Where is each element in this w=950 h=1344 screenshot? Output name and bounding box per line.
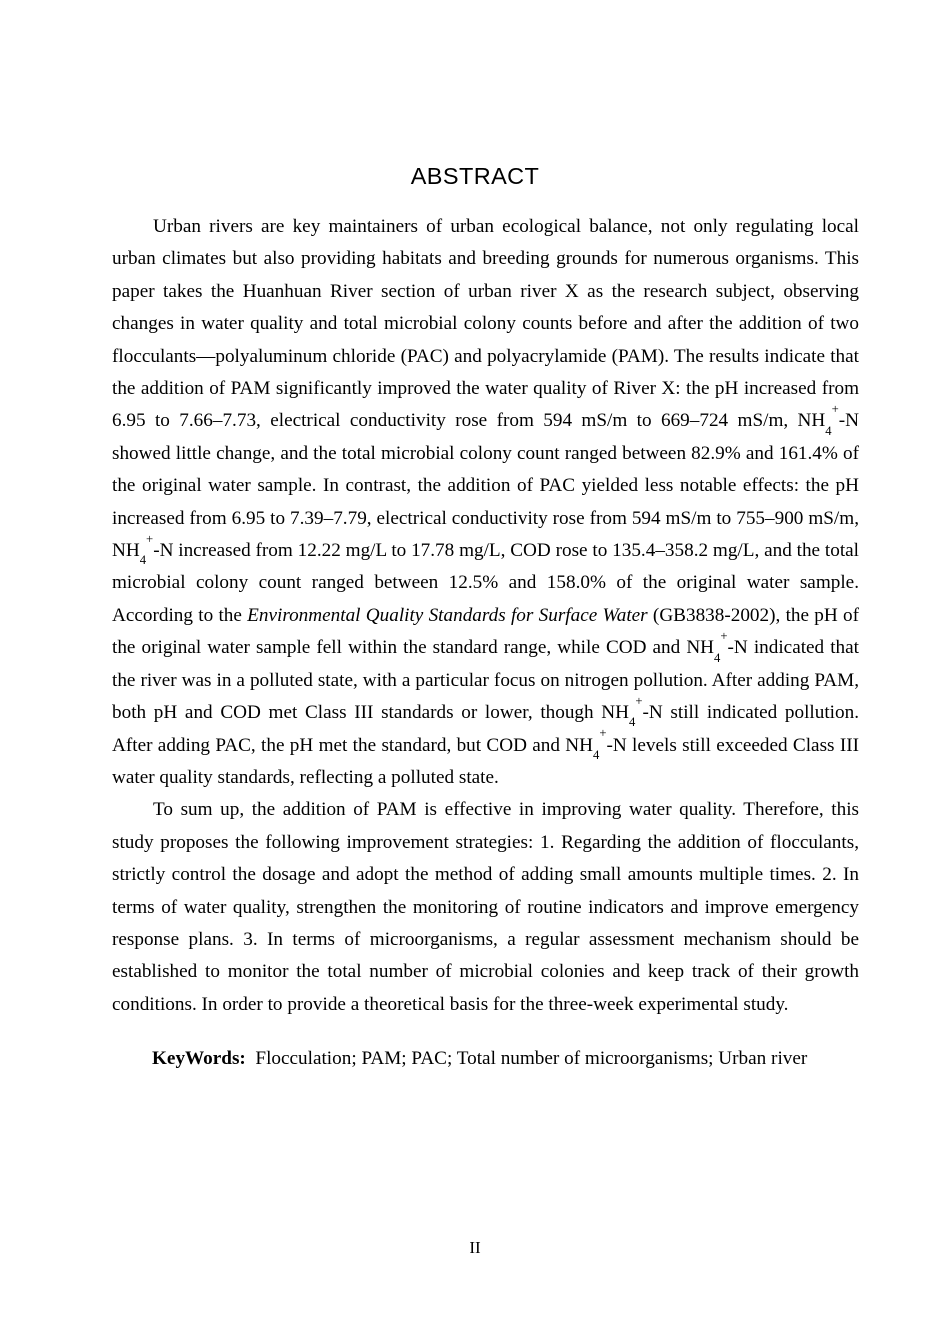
paragraph-1-segment-1: Urban rivers are key maintainers of urban ecological balance, not only regulating local urban climates but also providing habitats and breeding grounds for numerous organisms. This paper takes the Huanhuan River section of urban river X as the research subject, observing changes in water quality and total microbial colony counts before and after the addition of two flocculants—polyaluminum chloride (PAC) and polyacrylamide (PAM). The results indicate that the addition of PAM significantly improved the water quality of River X: the pH increased from 6.95 to 7.66–7.73, electrical conductivity rose from 594 mS/m to 669–724 mS/m, NH — [112, 216, 859, 432]
paragraph-1-segment-5: -N indicated that the river was in a polluted state, with a particular focus on nitrogen pollution. After adding PAM, both pH and COD met Class III standards or lower, though NH — [112, 637, 859, 724]
page-number: II — [469, 1238, 481, 1257]
keywords-list: Flocculation; PAM; PAC; Total number of microorganisms; Urban river — [255, 1048, 808, 1069]
page-title: ABSTRACT — [410, 162, 540, 189]
ammonium-superscript: + — [720, 629, 728, 644]
ammonium-subscript: 4 — [593, 747, 600, 762]
paragraph-1-segment-2: -N showed little change, and the total microbial colony count ranged between 82.9% and 161.4% of the original water sample. In contrast, the addition of PAC yielded less notable effects: the pH increased from 6.95 to 7.39–7.79, electrical conductivity rose from 594 mS/m to 755–900 mS/m, NH — [112, 410, 859, 562]
ammonium-superscript: + — [599, 726, 607, 741]
ammonium-subscript: 4 — [825, 423, 832, 438]
ammonium-superscript: + — [146, 531, 154, 546]
ammonium-subscript: 4 — [714, 650, 721, 665]
keywords-label: KeyWords: — [152, 1048, 246, 1069]
abstract-paragraph-2: To sum up, the addition of PAM is effective in improving water quality. Therefore, this study proposes the following improvement strategies: 1. Regarding the addition of flocculants, strictly control the dosage and adopt the method of adding small amounts multiple times. 2. In terms of water quality, strengthen the monitoring of routine indicators and improve emergency response plans. 3. In terms of microorganisms, a regular assessment mechanism should be established to monitor the total number of microbial colonies and keep track of their growth conditions. In order to provide a theoretical basis for the three-week experimental study. — [112, 799, 859, 1015]
keywords-line — [152, 1043, 862, 1075]
paragraph-1-segment-4: (GB3838-2002), the pH of the original water sample fell within the standard range, while COD and NH — [112, 604, 859, 659]
ammonium-superscript: + — [831, 402, 839, 417]
ammonium-superscript: + — [635, 694, 643, 709]
abstract-body — [112, 211, 859, 1021]
ammonium-subscript: 4 — [139, 553, 147, 568]
paragraph-1-segment-7: -N levels still exceeded Class III water quality standards, reflecting a polluted state. — [112, 734, 859, 788]
standard-document-title: Environmental Quality Standards for Surface Water — [247, 604, 648, 626]
paragraph-1-segment-3: -N increased from 12.22 mg/L to 17.78 mg/L, COD rose to 135.4–358.2 mg/L, and the total microbial colony count ranged between 12.5% and 158.0% of the original water sample. According to the — [112, 540, 859, 626]
ammonium-subscript: 4 — [629, 715, 636, 730]
paragraph-1-segment-6: -N still indicated pollution. After adding PAC, the pH met the standard, but COD and NH — [112, 702, 859, 756]
abstract-paragraph-1 — [112, 211, 859, 794]
keywords-spacer — [246, 1048, 256, 1069]
